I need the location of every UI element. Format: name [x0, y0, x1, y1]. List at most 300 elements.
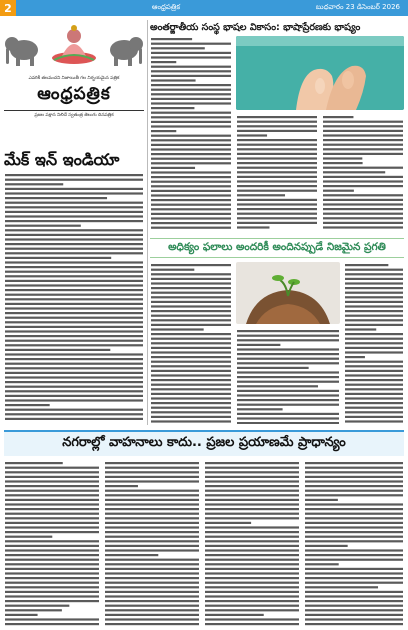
- text-line: [105, 554, 158, 556]
- text-line: [105, 485, 138, 487]
- text-line: [237, 185, 317, 187]
- text-line: [5, 540, 99, 542]
- text-line: [205, 503, 299, 505]
- text-line: [151, 388, 231, 390]
- editorial-body: [4, 172, 144, 422]
- text-line: [151, 342, 231, 344]
- text-line: [305, 540, 403, 542]
- text-line: [5, 577, 99, 579]
- text-line: [5, 554, 99, 556]
- text-line: [151, 338, 231, 340]
- text-line: [237, 408, 283, 410]
- text-line: [237, 222, 317, 224]
- text-line: [205, 614, 264, 616]
- text-line: [105, 577, 199, 579]
- text-line: [305, 531, 403, 533]
- text-line: [151, 148, 231, 150]
- text-line: [5, 517, 99, 519]
- text-line: [305, 494, 403, 496]
- text-line: [5, 298, 143, 300]
- text-line: [5, 582, 99, 584]
- text-line: [305, 577, 403, 579]
- text-line: [151, 61, 176, 63]
- text-line: [5, 179, 143, 181]
- text-line: [151, 66, 231, 68]
- text-line: [105, 545, 199, 547]
- text-line: [205, 490, 299, 492]
- text-line: [237, 134, 267, 136]
- text-line: [205, 536, 299, 538]
- text-line: [345, 361, 403, 363]
- text-line: [5, 559, 99, 561]
- text-line: [205, 572, 299, 574]
- text-line: [237, 367, 309, 369]
- text-line: [151, 102, 231, 104]
- text-line: [5, 568, 99, 570]
- text-line: [205, 591, 299, 593]
- text-line: [5, 508, 99, 510]
- text-line: [345, 393, 403, 395]
- text-line: [205, 494, 299, 496]
- masthead-subtitle: ప్రజల పక్షాన నిలిచే స్వతంత్ర తెలుగు దినపత్రిక: [4, 110, 144, 119]
- text-line: [305, 467, 403, 469]
- text-line: [237, 176, 317, 178]
- text-line: [5, 174, 143, 176]
- text-line: [237, 148, 317, 150]
- text-line: [345, 397, 403, 399]
- text-line: [305, 499, 338, 501]
- text-line: [5, 462, 63, 464]
- text-line: [237, 130, 317, 132]
- text-line: [305, 503, 403, 505]
- text-line: [5, 266, 143, 268]
- text-line: [5, 257, 111, 259]
- text-line: [305, 480, 403, 482]
- text-line: [105, 494, 199, 496]
- text-line: [5, 531, 99, 533]
- text-line: [151, 112, 231, 114]
- text-line: [151, 171, 231, 173]
- text-line: [151, 107, 194, 109]
- text-line: [151, 416, 231, 418]
- text-line: [237, 116, 317, 118]
- text-line: [151, 194, 231, 196]
- text-line: [345, 342, 403, 344]
- text-line: [151, 315, 231, 317]
- text-line: [237, 217, 317, 219]
- text-line: [151, 356, 231, 358]
- text-line: [105, 586, 199, 588]
- text-line: [151, 379, 231, 381]
- text-line: [105, 582, 199, 584]
- top-bar: [0, 0, 408, 16]
- text-line: [5, 545, 99, 547]
- text-line: [5, 289, 143, 291]
- article1-photo: [236, 36, 404, 110]
- text-line: [5, 522, 99, 524]
- issue-date: బుధవారం 23 డిసెంబర్ 2026: [315, 3, 400, 11]
- text-line: [151, 328, 204, 330]
- text-line: [5, 225, 81, 227]
- article2-column-1: [150, 262, 232, 424]
- text-line: [305, 591, 403, 593]
- text-line: [5, 340, 143, 342]
- text-line: [237, 171, 317, 173]
- text-line: [5, 395, 143, 397]
- text-line: [5, 275, 143, 277]
- text-line: [105, 513, 199, 515]
- text-line: [5, 572, 99, 574]
- text-line: [5, 623, 99, 625]
- text-line: [323, 176, 403, 178]
- text-line: [345, 305, 403, 307]
- text-line: [5, 206, 143, 208]
- text-line: [151, 370, 231, 372]
- text-line: [5, 513, 99, 515]
- hands-photo-icon: [236, 36, 404, 110]
- text-line: [105, 503, 199, 505]
- text-line: [151, 199, 231, 201]
- text-line: [345, 287, 403, 289]
- text-line: [151, 351, 231, 353]
- text-line: [151, 264, 231, 266]
- text-line: [105, 490, 199, 492]
- article2-column-2: [236, 328, 340, 424]
- text-line: [237, 390, 339, 392]
- text-line: [151, 213, 231, 215]
- text-line: [5, 363, 143, 365]
- text-line: [5, 330, 143, 332]
- text-line: [151, 273, 231, 275]
- text-line: [305, 513, 403, 515]
- text-line: [345, 356, 365, 358]
- text-line: [5, 595, 99, 597]
- masthead-title: ఆంధ్రపత్రిక: [37, 83, 111, 104]
- text-line: [305, 586, 378, 588]
- text-line: [305, 618, 403, 620]
- text-line: [237, 226, 269, 228]
- text-line: [323, 139, 403, 141]
- text-line: [323, 171, 385, 173]
- text-line: [5, 353, 143, 355]
- text-line: [205, 480, 299, 482]
- text-line: [305, 595, 403, 597]
- text-line: [5, 335, 143, 337]
- text-line: [105, 623, 199, 625]
- text-line: [205, 600, 299, 602]
- text-line: [5, 413, 143, 415]
- text-line: [323, 144, 403, 146]
- text-line: [237, 144, 317, 146]
- text-line: [345, 269, 403, 271]
- text-line: [151, 305, 231, 307]
- text-line: [345, 402, 403, 404]
- text-line: [5, 271, 143, 273]
- text-line: [205, 618, 299, 620]
- text-line: [5, 284, 143, 286]
- text-line: [5, 220, 143, 222]
- text-line: [151, 139, 231, 141]
- text-line: [151, 190, 231, 192]
- text-line: [237, 153, 317, 155]
- text-line: [151, 125, 231, 127]
- article2-title: అధిక్యం ఫలాలు అందరికీ అందినప్పుడే నిజమైన ప్రగతి: [150, 238, 404, 258]
- text-line: [237, 371, 339, 373]
- text-line: [205, 623, 299, 625]
- text-line: [305, 554, 403, 556]
- text-line: [345, 278, 403, 280]
- page-number: 2: [0, 0, 16, 16]
- text-line: [323, 125, 403, 127]
- text-line: [151, 75, 231, 77]
- text-line: [151, 181, 231, 183]
- text-line: [151, 384, 231, 386]
- text-line: [237, 213, 317, 215]
- text-line: [345, 301, 403, 303]
- text-line: [5, 485, 99, 487]
- text-line: [345, 324, 403, 326]
- text-line: [105, 563, 199, 565]
- text-line: [5, 467, 99, 469]
- masthead-tagline: ఎవరికీ తలవంచని నిజాయితీ గల నిర్భయమైన పత్రిక: [28, 76, 120, 81]
- text-line: [105, 559, 199, 561]
- text-line: [345, 264, 388, 266]
- article3-column-4: [304, 460, 404, 626]
- text-line: [5, 321, 143, 323]
- text-line: [237, 139, 317, 141]
- text-line: [305, 582, 403, 584]
- text-line: [5, 591, 99, 593]
- text-line: [345, 296, 403, 298]
- text-line: [5, 476, 99, 478]
- text-line: [205, 513, 299, 515]
- text-line: [237, 125, 317, 127]
- text-line: [5, 586, 99, 588]
- text-line: [5, 294, 143, 296]
- text-line: [5, 215, 143, 217]
- text-line: [205, 508, 299, 510]
- text-line: [323, 148, 403, 150]
- text-line: [237, 199, 317, 201]
- text-line: [151, 333, 231, 335]
- text-line: [323, 194, 403, 196]
- text-line: [105, 549, 199, 551]
- text-line: [5, 280, 143, 282]
- text-line: [5, 503, 99, 505]
- text-line: [323, 153, 403, 155]
- text-line: [5, 563, 99, 565]
- text-line: [151, 324, 231, 326]
- text-line: [5, 234, 143, 236]
- text-line: [151, 121, 231, 123]
- text-line: [5, 243, 143, 245]
- text-line: [305, 536, 403, 538]
- text-line: [5, 376, 143, 378]
- text-line: [151, 347, 231, 349]
- text-line: [105, 526, 199, 528]
- text-line: [205, 485, 299, 487]
- text-line: [151, 411, 231, 413]
- text-line: [205, 554, 299, 556]
- text-line: [237, 353, 339, 355]
- text-line: [305, 614, 403, 616]
- text-line: [5, 252, 143, 254]
- text-line: [323, 121, 403, 123]
- text-line: [151, 93, 231, 95]
- text-line: [5, 303, 143, 305]
- text-line: [205, 522, 251, 524]
- text-line: [5, 536, 52, 538]
- text-line: [305, 572, 403, 574]
- text-line: [345, 411, 403, 413]
- text-line: [205, 568, 299, 570]
- text-line: [151, 56, 231, 58]
- text-line: [237, 385, 318, 387]
- text-line: [305, 522, 403, 524]
- text-line: [305, 526, 403, 528]
- text-line: [237, 162, 317, 164]
- text-line: [151, 222, 231, 224]
- text-line: [5, 390, 143, 392]
- text-line: [5, 494, 99, 496]
- text-line: [5, 381, 143, 383]
- text-line: [151, 278, 231, 280]
- text-line: [151, 98, 231, 100]
- text-line: [105, 471, 199, 473]
- text-line: [5, 367, 143, 369]
- text-line: [323, 222, 403, 224]
- text-line: [205, 605, 299, 607]
- text-line: [105, 614, 199, 616]
- text-line: [305, 471, 403, 473]
- text-line: [237, 381, 339, 383]
- text-line: [205, 563, 299, 565]
- text-line: [5, 326, 143, 328]
- text-line: [151, 319, 231, 321]
- text-line: [305, 623, 403, 625]
- text-line: [5, 261, 143, 263]
- text-line: [105, 499, 199, 501]
- text-line: [305, 517, 403, 519]
- text-line: [105, 595, 199, 597]
- text-line: [345, 338, 403, 340]
- editorial-title: మేక్ ఇన్ ఇండియా: [4, 150, 120, 169]
- text-line: [205, 462, 299, 464]
- text-line: [5, 307, 143, 309]
- text-line: [151, 144, 231, 146]
- text-line: [237, 376, 339, 378]
- text-line: [237, 399, 339, 401]
- text-line: [151, 292, 231, 294]
- text-line: [205, 526, 299, 528]
- text-line: [237, 180, 317, 182]
- text-line: [105, 609, 199, 611]
- text-line: [305, 563, 339, 565]
- text-line: [5, 471, 99, 473]
- text-line: [5, 399, 143, 401]
- text-line: [151, 43, 231, 45]
- text-line: [5, 614, 38, 616]
- text-line: [345, 347, 403, 349]
- text-line: [5, 248, 143, 250]
- article2-photo: [236, 262, 340, 324]
- text-line: [5, 344, 143, 346]
- text-line: [205, 549, 299, 551]
- text-line: [205, 471, 299, 473]
- text-line: [151, 158, 231, 160]
- text-line: [237, 344, 280, 346]
- text-line: [5, 404, 50, 406]
- text-line: [237, 348, 339, 350]
- text-line: [151, 47, 205, 49]
- text-line: [105, 522, 199, 524]
- article3-column-2: [104, 460, 200, 626]
- text-line: [345, 292, 403, 294]
- text-line: [237, 394, 339, 396]
- text-line: [345, 310, 403, 312]
- text-line: [305, 545, 348, 547]
- text-line: [323, 199, 403, 201]
- article3-column-3: [204, 460, 300, 626]
- text-line: [151, 204, 231, 206]
- text-line: [151, 135, 231, 137]
- text-line: [105, 462, 199, 464]
- text-line: [105, 536, 199, 538]
- text-line: [105, 591, 199, 593]
- text-line: [5, 183, 63, 185]
- text-line: [5, 605, 69, 607]
- text-line: [323, 226, 403, 228]
- text-line: [151, 407, 231, 409]
- text-line: [5, 229, 143, 231]
- text-line: [237, 404, 339, 406]
- text-line: [5, 312, 143, 314]
- text-line: [151, 269, 194, 271]
- text-line: [151, 393, 231, 395]
- text-line: [345, 273, 403, 275]
- text-line: [237, 362, 339, 364]
- text-line: [345, 388, 403, 390]
- text-line: [5, 609, 62, 611]
- text-line: [205, 531, 299, 533]
- text-line: [323, 185, 403, 187]
- text-line: [151, 217, 231, 219]
- text-line: [305, 559, 403, 561]
- text-line: [105, 517, 199, 519]
- text-line: [345, 319, 403, 321]
- article1-column-3: [322, 114, 404, 232]
- text-line: [323, 167, 403, 169]
- top-bar-masthead: ఆంధ్రపత్రిక: [151, 3, 181, 11]
- text-line: [5, 317, 143, 319]
- text-line: [105, 467, 199, 469]
- masthead: [4, 20, 144, 140]
- text-line: [345, 384, 403, 386]
- text-line: [151, 374, 231, 376]
- text-line: [151, 282, 231, 284]
- text-line: [151, 89, 231, 91]
- column-divider: [147, 20, 148, 425]
- text-line: [237, 335, 339, 337]
- text-line: [345, 420, 403, 422]
- article1-column-1: [150, 36, 232, 232]
- text-line: [237, 167, 317, 169]
- text-line: [5, 600, 99, 602]
- text-line: [151, 84, 231, 86]
- text-line: [323, 134, 403, 136]
- text-line: [151, 70, 231, 72]
- text-line: [205, 540, 299, 542]
